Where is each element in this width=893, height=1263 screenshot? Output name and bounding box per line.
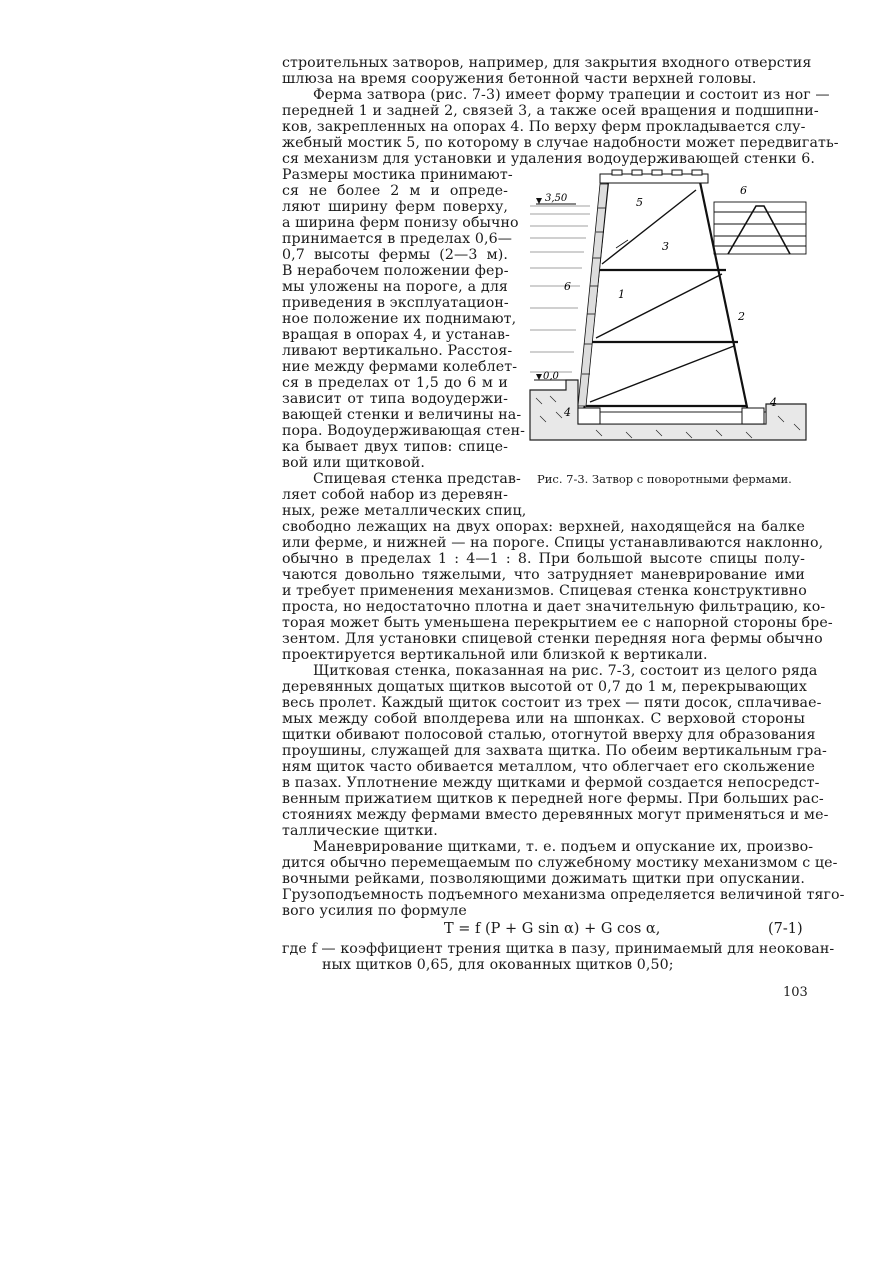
text-line: свободно лежащих на двух опорах: верхней, находящейся на балке — [282, 519, 805, 535]
text-line: деревянных дощатых щитков высотой от 0,7 до 1 м, перекрывающих — [282, 679, 807, 695]
text-line: а ширина ферм понизу обычно — [282, 215, 519, 231]
text-line: принимается в пределах 0,6— — [282, 231, 513, 247]
text-line: передней 1 и задней 2, связей 3, а также осей вращения и подшипни- — [282, 103, 819, 119]
text-line: ние между фермами колеблет- — [282, 359, 518, 375]
label-6: 6 — [564, 280, 571, 293]
text-line: обычно в пределах 1 : 4—1 : 8. При большой высоте спицы полу- — [282, 551, 805, 567]
label-1: 1 — [618, 288, 625, 301]
text-line: 0,7 высоты фермы (2—3 м). — [282, 247, 508, 263]
text-line: приведения в эксплуатацион- — [282, 295, 509, 311]
service-bridge — [600, 170, 708, 183]
water-area — [530, 206, 590, 372]
text-line: Ферма затвора (рис. 7-3) имеет форму трапеции и состоит из ног — — [313, 87, 830, 103]
text-line: ням щиток часто обивается металлом, что облегчает его скольжение — [282, 759, 815, 775]
text-line: в пазах. Уплотнение между щитками и фермой создается непосредст- — [282, 775, 820, 791]
text-line: зависит от типа водоудержи- — [282, 391, 508, 407]
level-marker-icon — [536, 374, 542, 380]
text-line: пора. Водоудерживающая стен- — [282, 423, 526, 439]
figure-caption: Рис. 7-3. Затвор с поворотными фермами. — [537, 472, 792, 486]
text-line: или ферме, и нижней — на пороге. Спицы устанавливаются наклонно, — [282, 535, 824, 551]
text-line: ся в пределах от 1,5 до 6 м и — [282, 375, 508, 391]
text-line: жебный мостик 5, по которому в случае надобности может передвигать- — [282, 135, 839, 151]
text-line: зентом. Для установки спицевой стенки передняя нога фермы обычно — [282, 631, 823, 647]
text-line: вочными рейками, позволяющими дожимать щитки при опускании. — [282, 871, 805, 887]
text-line: вой или щитковой. — [282, 455, 426, 471]
text-line: ных щитков 0,65, для окованных щитков 0,50; — [322, 957, 674, 973]
text-line: Грузоподъемность подъемного механизма определяется величиной тяго- — [282, 887, 845, 903]
text-line: Спицевая стенка представ- — [313, 471, 521, 487]
text-line: чаются довольно тяжелыми, что затрудняет маневрирование ими — [282, 567, 805, 583]
text-line: строительных затворов, например, для закрытия входного отверстия — [282, 55, 812, 71]
text-line: Щитковая стенка, показанная на рис. 7-3, состоит из целого ряда — [313, 663, 818, 679]
text-line: мы уложены на пороге, а для — [282, 279, 508, 295]
text-line: вающей стенки и величины на- — [282, 407, 522, 423]
retaining-wall — [578, 184, 608, 406]
gate-figure — [516, 168, 816, 468]
text-line: дится обычно перемещаемым по служебному мостику механизмом с це- — [282, 855, 838, 871]
label-2: 2 — [738, 310, 745, 323]
text-line: шлюза на время сооружения бетонной части верхней головы. — [282, 71, 757, 87]
text-line: мых между собой вполдерева или на шпонках. С верховой стороны — [282, 711, 805, 727]
text-line: щитки обивают полосовой сталью, отогнутой вверху для образования — [282, 727, 816, 743]
text-line: ся механизм для установки и удаления водоудерживающей стенки 6. — [282, 151, 815, 167]
truss — [584, 182, 748, 412]
page-number: 103 — [783, 985, 808, 1000]
text-line: венным прижатием щитков к передней ноге фермы. При больших рас- — [282, 791, 824, 807]
label-4: 4 — [770, 396, 777, 409]
text-line: ков, закрепленных на опорах 4. По верху ферм прокладывается слу- — [282, 119, 806, 135]
text-line: ное положение их поднимают, — [282, 311, 517, 327]
text-line: и требует применения механизмов. Спицевая стенка конструктивно — [282, 583, 807, 599]
text-line: Маневрирование щитками, т. е. подъем и опускание их, произво- — [313, 839, 814, 855]
label-5: 5 — [636, 196, 643, 209]
formula-number: (7-1) — [768, 921, 803, 937]
label-6: 6 — [740, 184, 747, 197]
level-marker-icon — [536, 198, 542, 204]
text-line: проектируется вертикальной или близкой к вертикали. — [282, 647, 708, 663]
foundation — [530, 380, 806, 440]
text-line: где f — коэффициент трения щитка в пазу, принимаемый для неокован- — [282, 941, 835, 957]
text-line: ляют ширину ферм поверху, — [282, 199, 508, 215]
text-line: ка бывает двух типов: спице- — [282, 439, 508, 455]
text-line: ных, реже металлических спиц, — [282, 503, 527, 519]
text-line: ляет собой набор из деревян- — [282, 487, 508, 503]
formula: T = f (P + G sin α) + G cos α, — [444, 921, 661, 937]
text-line: вращая в опорах 4, и устанав- — [282, 327, 510, 343]
text-line: проста, но недостаточно плотна и дает значительную фильтрацию, ко- — [282, 599, 826, 615]
label-3: 3 — [662, 240, 669, 253]
text-line: В нерабочем положении фер- — [282, 263, 509, 279]
text-line: ся не более 2 м и опреде- — [282, 183, 508, 199]
text-line: проушины, служащей для захвата щитка. По обеим вертикальным гра- — [282, 743, 827, 759]
text-line: Размеры мостика принимают- — [282, 167, 513, 183]
level-top-label: 3,50 — [545, 193, 568, 204]
text-line: ливают вертикально. Расстоя- — [282, 343, 513, 359]
text-line: вого усилия по формуле — [282, 903, 467, 919]
text-line: таллические щитки. — [282, 823, 438, 839]
text-line: стояниях между фермами вместо деревянных могут применяться и ме- — [282, 807, 829, 823]
label-4: 4 — [564, 406, 571, 419]
text-line: торая может быть уменьшена перекрытием ее с напорной стороны бре- — [282, 615, 833, 631]
level-bottom-label: 0,0 — [543, 371, 559, 382]
panel-detail — [714, 202, 806, 254]
text-line: весь пролет. Каждый щиток состоит из трех — пяти досок, сплачивае- — [282, 695, 822, 711]
